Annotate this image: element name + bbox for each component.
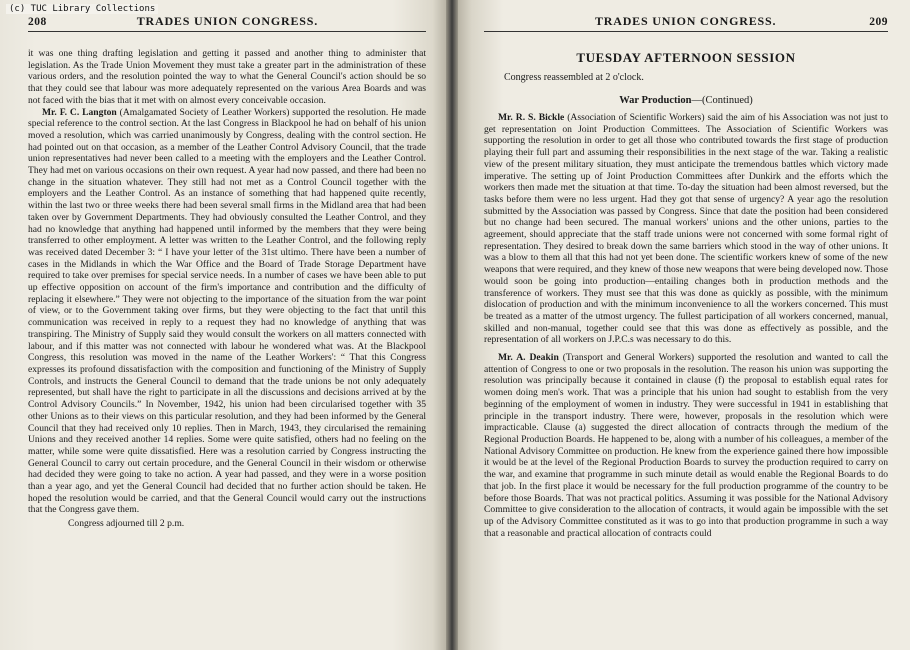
right-running-title: TRADES UNION CONGRESS.	[594, 14, 777, 28]
right-page-number: 209	[869, 16, 888, 28]
right-body-text	[484, 112, 888, 539]
right-paragraph-2-text: (Transport and General Workers) supported the resolution and wanted to call the attention of Congress to one or two proposals in the resolution. The reason his union was supporting the resolution was principally because it contained in clause (f) the proposal to establish equal rates for women doing men's work. That was a principle that his union had sought to establish from the very beginning of the employment of women in industry. They were successful in 1941 in establishing that principle in the transport industry. There were, however, proposals in the resolution which were impracticable. Clause (a) suggested the direct allocation of contracts through the medium of the Regional Production Boards. He happened to be, along with a number of his colleagues, a member of the National Advisory Committee on production. He knew from the experience gained there how impossible it would be at the level of the Regional Production Boards to survey the production required to carry on the war, and examine that programme in such minute detail as would enable the Regional Boards to do that job. In the first place it would be necessary for the full production programme of the country to be before those Boards. That was not practical politics. Assuming it was possible for the National Advisory Committee to give consideration to the allocation of contracts, it would again be impossible with the set up of the Advisory Committee constituted as it was to go into that production programme in such a way that a reasonable and practical allocation of contracts could	[484, 352, 888, 539]
adjourned-note: Congress adjourned till 2 p.m.	[68, 518, 185, 530]
left-page-number: 208	[28, 16, 47, 28]
left-page	[0, 0, 446, 650]
topic-continued: —(Continued)	[691, 95, 753, 106]
right-paragraph-1	[484, 112, 888, 346]
reassembled-note: Congress reassembled at 2 o'clock.	[504, 72, 644, 83]
speaker-name-bickle: Mr. R. S. Bickle	[498, 112, 565, 123]
right-page	[458, 0, 910, 650]
topic-heading	[484, 95, 888, 106]
left-body-text	[28, 48, 426, 516]
speaker-name-deakin: Mr. A. Deakin	[498, 352, 559, 364]
right-running-head	[484, 14, 888, 32]
book-gutter	[446, 0, 458, 650]
left-running-title: TRADES UNION CONGRESS.	[136, 14, 319, 28]
left-paragraph-1-text: it was one thing drafting legislation and getting it passed and another thing to administer that legislation. As the Trade Union Movement they must take a greater part in the administration of these various orders, and the resolution pointed the way to what the General Council's action should be so that they could see that labour was more adequately represented on the various Area Boards and was not faced with the bias that it met with on almost every conceivable occasion.	[28, 48, 426, 106]
left-paragraph-2	[28, 107, 426, 517]
right-paragraph-1-text: (Association of Scientific Workers) said the aim of his Association was not just to get representation on Joint Production Committees. The Association of Scientific Workers was supporting the resolution in order to get all those who contributed towards the first stage of production playing their full part and assuming their responsibilities in the next stage of the war. Taking a realistic view of the present military situation, they must anticipate the tremendous battles which victory made imperative. The setting up of Joint Production Committees after Dunkirk and the efforts which the workers then made met the situation at that time. To-day the situation had been almost reversed, but the tasks before them were no less urgent. Had they got that sense of urgency? A year ago the resolution submitted by the Association was passed by Congress. Since that date the position had been considered but no change had been secured. The manual workers' unions and the other unions, parties to the agreement, should appreciate that the staff trade unions were not concerned with some formal right of representation. They desired to break down the same barriers which stood in the way of other unions. It was a blow to them all that this had not yet been done. The scientific workers knew of some of the new weapons that were required, and they knew of those new weapons that were being developed now. Those would soon be going into production—entailing changes both in production methods and the transference of workers. They must see that this was done as quickly as possible, with the minimum dislocation of production and with the minimum inconvenience to all the workers concerned. This must be treated as a matter of the utmost urgency. The fullest participation of all workers concerned, manual, skilled and non-manual, together could see that this was done as effectively as possible, and the representation of all workers on J.P.C.s was necessary to do this.	[484, 112, 888, 346]
left-running-head	[28, 14, 426, 32]
session-heading: TUESDAY AFTERNOON SESSION	[576, 50, 796, 65]
left-paragraph-1	[28, 48, 426, 107]
topic-title: War Production	[619, 95, 692, 106]
right-paragraph-2	[484, 352, 888, 539]
copyright-watermark: (c) TUC Library Collections	[6, 4, 158, 14]
speaker-name-langton: Mr. F. C. Langton	[42, 106, 117, 118]
left-paragraph-2-text: (Amalgamated Society of Leather Workers) supported the resolution. He made special reference to the control section. At the last Congress in Blackpool he had on behalf of his union moved a resolution, which was carried unanimously by Congress, dealing with the control section. He had pointed out on that occasion, as a member of the Leather Control Advisory Council, that the trade union representatives had never been called to a meeting with the employers and the Leather Control. They had met on various occasions on their own request. A year had now passed, and there had been no change in the situation whatever. They still had not met as a Control Council together with the employers and the Leather Control. As an instance of something that had happened quite recently, within the last two or three weeks there had been several small firms in the Midland area that had been taken over by Government Departments. They had obviously consulted the Leather Control, and they had no knowledge that anything had happened until informed by the members that they were being transferred to other employment. A letter was written to the Leather Control, and the following reply was received dated December 3: “ I have your letter of the 31st ultimo. There have been a number of cases in the Midlands in which the War Office and the Board of Trade Storage Department have required to take over premises for special service needs. In a number of cases we have been able to put up effective opposition on account of the firm's importance and contribution and the difficulty of replacing it elsewhere.” They were not objecting to the importance of the situation from the war point of view, or to the Government taking over firms, but they were objecting to the fact that until this communication was received in reply to a request they had no knowledge of anything that was transpiring. The Ministry of Supply said they would consult the workers on all matters connected with labour, and if this matter was not connected with labour he wondered what was. At the Blackpool Congress, this resolution was moved in the name of the Leather Workers': “ That this Congress expresses its profound dissatisfaction with the composition and functioning of the Ministry of Supply Controls, and instructs the General Council to demand that the trade unions be not only adequately represented, but shall have the right to participate in all the discussions and decisions arrived at by the Control Advisory Councils.” In November, 1942, his union had been circularised together with 35 other Unions as to their views on this particular resolution, and they had been informed by the General Council that they had received only 10 replies. Then in March, 1943, they circularised the remaining Unions and they received another 14 replies. Some were quite satisfied, others had no feeling on the matter, while some were quite dissatisfied. Here was a resolution carried by Congress instructing the General Council to carry out certain procedure, and the General Council in their wisdom or otherwise had decided they were going to take no action. A year had passed, and they were in a worse position than a year ago, and yet the General Council had decided that no further action should be taken. He hoped the resolution would be carried, and that the General Council would carry out the instructions that the Congress gave them.	[28, 106, 427, 516]
